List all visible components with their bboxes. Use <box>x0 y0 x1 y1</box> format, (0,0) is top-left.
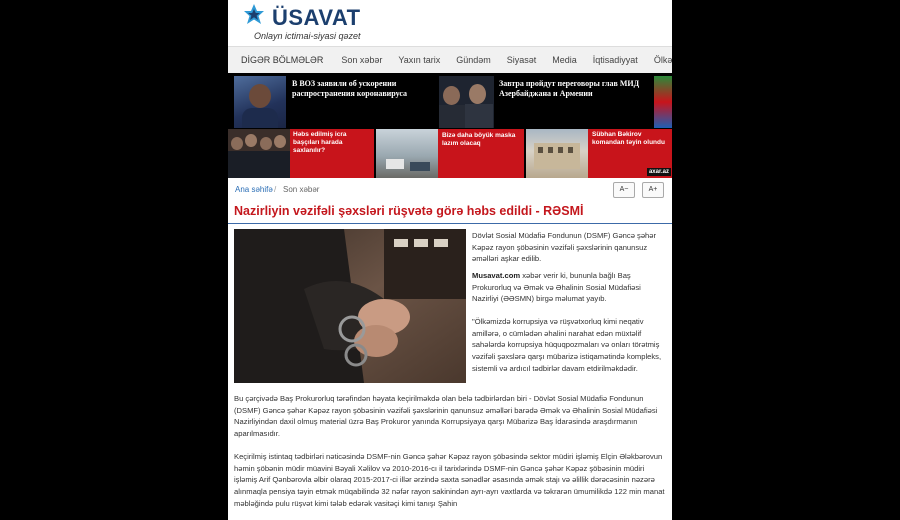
banner-story-who[interactable] <box>234 76 439 128</box>
font-increase-label: A <box>648 186 654 193</box>
article-paragraph-2 <box>472 270 666 305</box>
logo-icon[interactable] <box>242 3 266 27</box>
banner-headline: Завтра пройдут переговоры глав МИД Азербайджана и Армении <box>499 79 640 98</box>
banner-source: axar.az <box>648 169 669 175</box>
site-brand[interactable]: ÜSAVAT <box>272 5 361 30</box>
banner-headline: Sübhan Bəkirov komandan təyin olundu <box>592 131 665 146</box>
article-photo <box>234 229 466 383</box>
breadcrumb-separator: / <box>274 185 277 194</box>
page <box>228 0 672 520</box>
handcuffed-hands-image <box>234 229 466 383</box>
font-increase-button[interactable] <box>642 182 664 198</box>
article-paragraph-1: Dövlət Sosial Müdafiə Fondunun (DSMF) Gəncə şəhər Kəpəz rayon şöbəsinin vəzifəli şəxslərinin qanunsuz əməlləri aşkar edilib. <box>472 231 657 264</box>
zoom-in-icon: + <box>653 186 658 193</box>
banner-story-1[interactable] <box>228 129 374 178</box>
nav-item-yaxin-tarix[interactable]: Yaxın tarix <box>398 55 441 65</box>
font-decrease-button[interactable] <box>613 182 635 198</box>
banner-story-mfa[interactable] <box>439 76 672 128</box>
zoom-out-icon: − <box>624 186 629 193</box>
banner-headline: В ВОЗ заявили об ускорении распространения коронавируса <box>292 79 408 98</box>
banner-photo <box>526 129 588 178</box>
article-paragraph-4: Bu çərçivədə Baş Prokurorluq tərəfindən həyata keçirilməkdə olan belə tədbirlərdən biri - Dövlət Sosial Müdafiə Fondunun (DSMF) Gəncə şəhər Kəpəz rayon şöbəsinin vəzifəli şəxslərinin qanunsuz əməlləri barədə Əmək və Əhalinin Sosial Müdafiəsi Nazirliyindən daxil olmuş material üzrə Baş Prokuror yanında Korrupsiyaya qarşı Mübarizə Baş İdarəsində araşdırmanın aparılmasıdır. <box>234 394 658 439</box>
breadcrumb <box>228 181 672 199</box>
banner-story-2[interactable] <box>376 129 524 178</box>
article-paragraph-5: Keçirilmiş istintaq tədbirləri nəticəsində DSMF-nin Gəncə şəhər Kəpəz rayon şöbəsində sektor müdiri işləmiş Elçin Ələkbərovun həmin şöbənin müdir müavini Bəyali Xəlilov və 2010-2016-cı il tarixlərində DSMF-nin Gəncə şəhər Kəpəz şöbəsinin müdiri işləmiş Arif Qənbərovla əlbir olaraq 2015-2017-ci illər ərzində saxta sənədlər əsasında əmək stajı və əlillik dərəcəsinin nəzərə alınmaqla pensiya təyin etmək müqabilində 32 nəfər rayon sakinindən ayrı-ayrı vaxtlarda və təkrarən ümumilikdə 122 min manat məbləğində pulu rüşvət kimi tələb edərək vasitəçi kimi tanışı Şahin <box>234 452 665 508</box>
nav-item-son-xeber[interactable]: Son xəbər <box>341 55 383 65</box>
main-nav <box>228 46 672 74</box>
nav-item-gundem[interactable]: Gündəm <box>456 55 491 65</box>
nav-item-siyaset[interactable]: Siyasət <box>506 55 537 65</box>
banner-photo <box>376 129 438 178</box>
site-header <box>228 0 672 46</box>
ad-banner[interactable] <box>228 73 672 178</box>
banner-photo <box>234 76 286 128</box>
banner-headline: Bizə daha böyük maska lazım olacaq <box>442 132 516 147</box>
source-link[interactable]: Musavat.com <box>472 271 521 280</box>
breadcrumb-home-link[interactable]: Ana səhifə <box>235 185 273 194</box>
font-decrease-label: A <box>619 186 625 193</box>
banner-photo <box>439 76 494 128</box>
article-paragraph-2-text: xəbər verir ki, bununla bağlı Baş Prokurorluq və Əmək və Əhalinin Sosial Müdafiəsi Nazirliyi (ƏƏSMN) birgə məlumat yayıb. <box>472 271 641 304</box>
title-divider <box>228 223 672 224</box>
breadcrumb-current: Son xəbər <box>283 185 320 194</box>
nav-other-sections[interactable]: DİGƏR BÖLMƏLƏR <box>241 55 324 65</box>
banner-photo <box>228 129 290 178</box>
banner-story-3[interactable] <box>526 129 672 178</box>
banner-headline: Həbs edilmiş icra başçıları harada saxlanılır? <box>293 131 347 154</box>
article-title: Nazirliyin vəzifəli şəxsləri rüşvətə görə həbs edildi - RƏSMİ <box>234 204 584 218</box>
nav-item-olke[interactable]: Ölkə <box>653 55 672 65</box>
nav-item-iqtisadiyyat[interactable]: İqtisadiyyat <box>592 55 638 65</box>
nav-item-media[interactable]: Media <box>552 55 577 65</box>
article-paragraph-3: "Ölkəmizdə korrupsiya və rüşvətxorluq kimi neqativ amillərə, o cümlədən əhalini narahat edən müxtəlif sahələrdə korrupsiya hüquqpozmaları və onları törətmiş vəzifəli şəxslərə qarşı mübarizə istiqamətində kompleks, sistemli və ardıcıl tədbirlər davam etdirilməkdədir. <box>472 317 662 373</box>
site-tagline: Onlayn ictimai-siyasi qəzet <box>254 31 361 41</box>
